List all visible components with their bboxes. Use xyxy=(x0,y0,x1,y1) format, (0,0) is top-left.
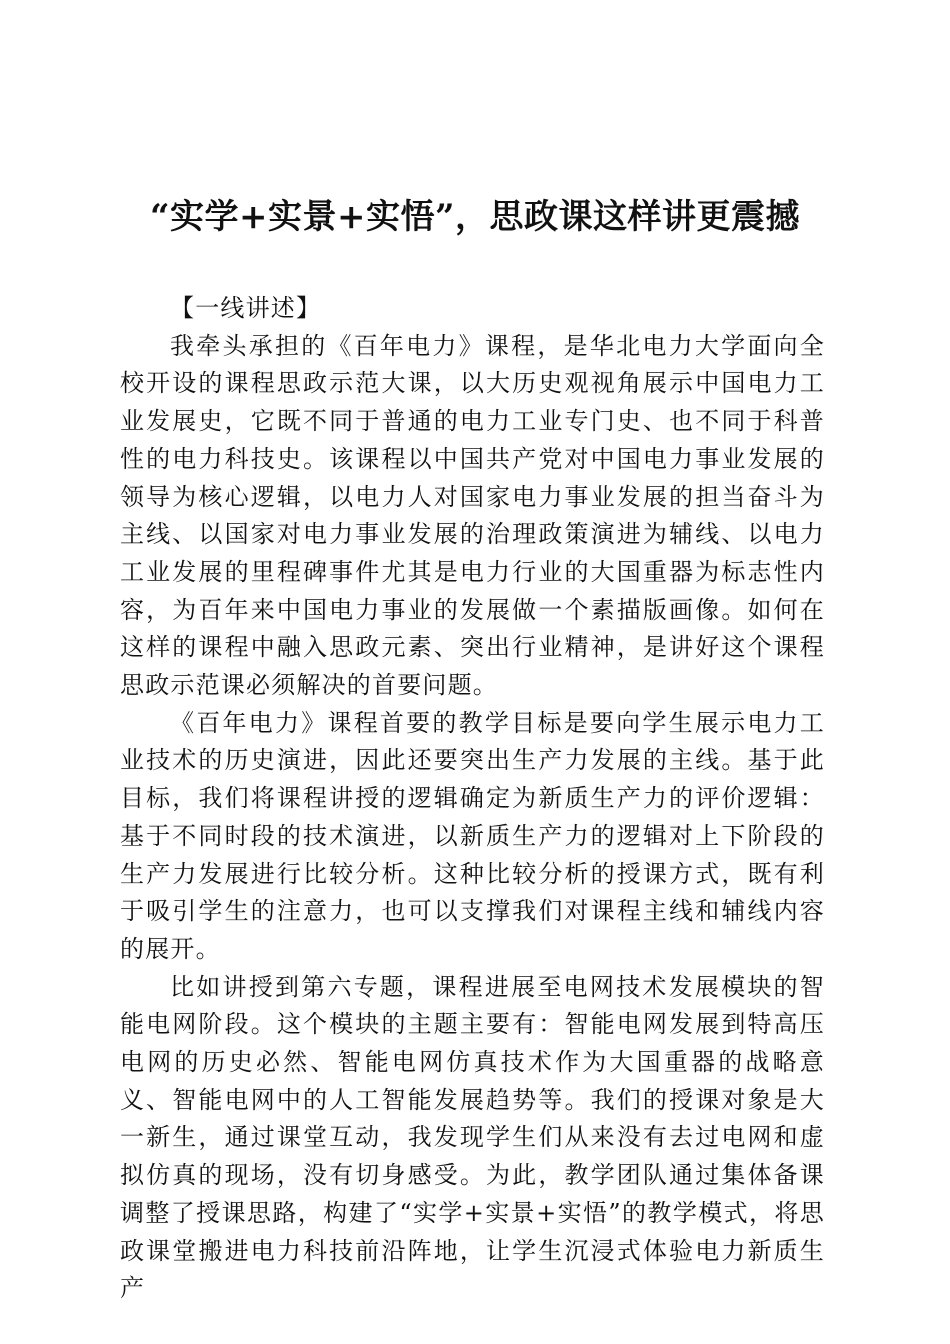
document-title: “实学+实景+实悟”，思政课这样讲更震撼 xyxy=(149,197,801,237)
document-body xyxy=(120,290,825,1308)
paragraph: 比如讲授到第六专题，课程进展至电网技术发展模块的智能电网阶段。这个模块的主题主要有：智能电网发展到特高压电网的历史必然、智能电网仿真技术作为大国重器的战略意义、智能电网中的人工智能发展趋势等。我们的授课对象是大一新生，通过课堂互动，我发现学生们从来没有去过电网和虚拟仿真的现场，没有切身感受。为此，教学团队通过集体备课调整了授课思路，构建了“实学+实景+实悟”的教学模式，将思政课堂搬进电力科技前沿阵地，让学生沉浸式体验电力新质生产 xyxy=(120,972,825,1303)
paragraph: 我牵头承担的《百年电力》课程，是华北电力大学面向全校开设的课程思政示范大课，以大历史观视角展示中国电力工业发展史，它既不同于普通的电力工业专门史、也不同于科普性的电力科技史。该课程以中国共产党对中国电力事业发展的领导为核心逻辑，以电力人对国家电力事业发展的担当奋斗为主线、以国家对电力事业发展的治理政策演进为辅线、以电力工业发展的里程碑事件尤其是电力行业的大国重器为标志性内容，为百年来中国电力事业的发展做一个素描版画像。如何在这样的课程中融入思政元素、突出行业精神，是讲好这个课程思政示范课必须解决的首要问题。 xyxy=(120,331,825,700)
paragraph: 《百年电力》课程首要的教学目标是要向学生展示电力工业技术的历史演进，因此还要突出生产力发展的主线。基于此目标，我们将课程讲授的逻辑确定为新质生产力的评价逻辑：基于不同时段的技术演进，以新质生产力的逻辑对上下阶段的生产力发展进行比较分析。这种比较分析的授课方式，既有利于吸引学生的注意力，也可以支撑我们对课程主线和辅线内容的展开。 xyxy=(120,708,825,963)
section-tag: 【一线讲述】 xyxy=(170,294,322,322)
